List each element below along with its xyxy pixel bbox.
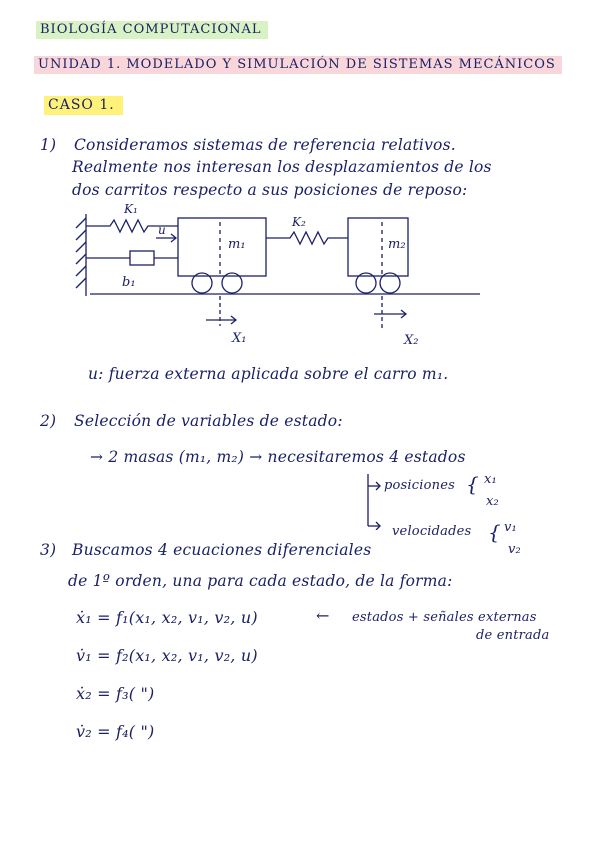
section1-line-1: Consideramos sistemas de referencia relativos.	[74, 136, 456, 154]
velocities-label: velocidades	[392, 524, 472, 539]
position-var-2: x₂	[486, 494, 499, 509]
case-title-text: CASO 1.	[44, 96, 123, 115]
case-title	[44, 97, 123, 113]
label-m1: m₁	[228, 237, 246, 252]
section1-line-3: dos carritos respecto a sus posiciones de reposo:	[72, 181, 468, 199]
section1-line-2: Realmente nos interesan los desplazamientos de los	[72, 158, 492, 176]
equation-note-line-1: estados + señales externas	[352, 610, 537, 625]
unit-title	[34, 57, 562, 72]
equation-note-line-2: de entrada	[476, 628, 550, 643]
section3-line-2: de 1º orden, una para cada estado, de la forma:	[68, 572, 453, 590]
velocities-brace: {	[488, 520, 501, 544]
u-text: fuerza externa aplicada sobre el carro m₁.	[108, 365, 449, 383]
velocity-var-1: v₁	[504, 520, 517, 535]
wall-hatch	[76, 218, 86, 288]
section3-number: 3)	[40, 541, 57, 559]
unit-title-text: UNIDAD 1. MODELADO Y SIMULACIÓN DE SISTEMAS MECÁNICOS	[34, 56, 562, 74]
equation-note-arrow: ←	[316, 606, 330, 625]
label-x1: X₁	[232, 331, 247, 346]
section2-number: 2)	[40, 412, 57, 430]
equation-4: v̇₂ = f₄( ")	[76, 722, 155, 741]
equation-2: v̇₁ = f₂(x₁, x₂, v₁, v₂, u)	[76, 646, 258, 665]
course-title-text: BIOLOGÍA COMPUTACIONAL	[36, 21, 268, 39]
section2-line: → 2 masas (m₁, m₂) → necesitaremos 4 estados	[90, 448, 466, 466]
position-var-1: x₁	[484, 472, 497, 487]
label-k2: K₂	[292, 215, 306, 229]
mass-spring-diagram	[60, 196, 480, 358]
equation-1: ẋ₁ = f₁(x₁, x₂, v₁, v₂, u)	[76, 608, 258, 627]
label-b1: b₁	[122, 275, 136, 290]
velocity-var-2: v₂	[508, 542, 521, 557]
section3-line-1: Buscamos 4 ecuaciones diferenciales	[72, 541, 372, 559]
label-u: u	[158, 223, 166, 237]
positions-label: posiciones	[384, 478, 455, 493]
course-title	[36, 22, 268, 37]
label-x2: X₂	[404, 333, 419, 348]
damper-b1-cylinder	[130, 251, 154, 265]
label-k1: K₁	[124, 202, 138, 216]
u-symbol: u:	[88, 365, 104, 383]
cart-m1	[178, 218, 266, 276]
equation-3: ẋ₂ = f₃( ")	[76, 684, 155, 703]
section2-title: Selección de variables de estado:	[74, 412, 343, 430]
label-m2: m₂	[388, 237, 406, 252]
spring-k2	[266, 232, 348, 244]
positions-brace: {	[466, 472, 479, 496]
section1-number: 1)	[40, 136, 57, 154]
u-definition	[88, 365, 448, 383]
